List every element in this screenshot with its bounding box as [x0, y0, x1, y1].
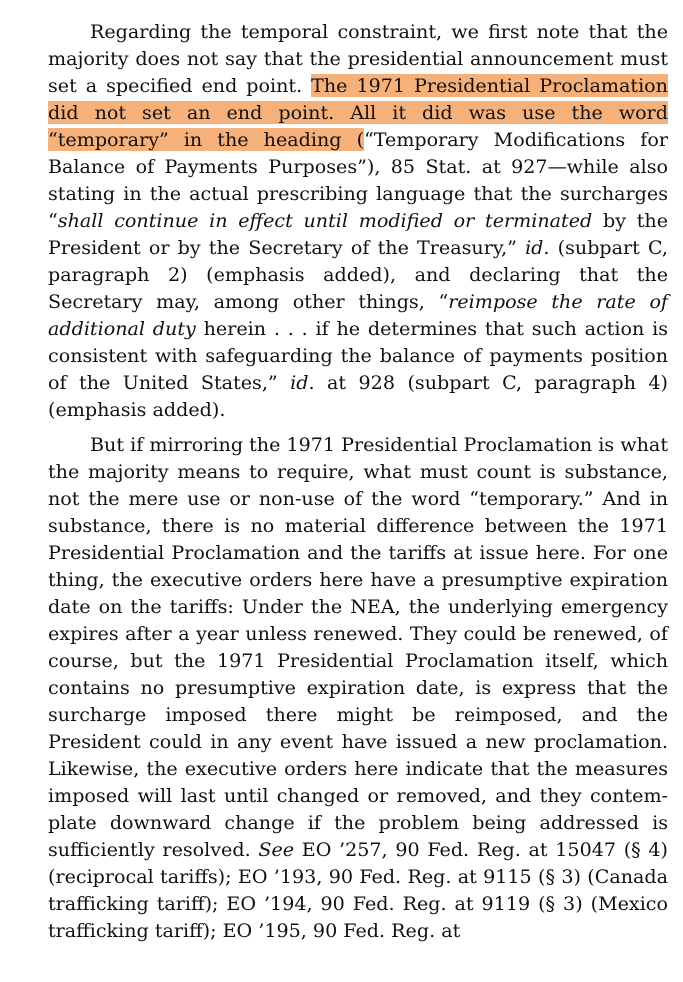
paragraph-1	[48, 18, 668, 423]
highlighted-text: The 1971 Presidential Proclamation did not set an end point. All it did was use the word “temporary” in the heading (	[48, 74, 668, 151]
citation-id: id.	[525, 236, 550, 259]
document-page	[48, 18, 668, 944]
italic-quote: shall continue in effect until modified or terminated	[57, 209, 593, 232]
text-segment: herein . . . if he determines that such action is consistent with safeguarding the balance of payments position of the United States,”	[48, 317, 668, 394]
text-segment: at 928 (subpart C, paragraph 4) (emphasis added).	[48, 371, 668, 421]
text-segment: EO ’257, 90 Fed. Reg. at 15047 (§ 4) (reciprocal tariffs); EO ’193, 90 Fed. Reg. at 9115 (§ 3) (Canada trafficking tariff); EO ’194, 90 Fed. Reg. at 9119 (§ 3) (Mexico trafficking tariff); EO ’195, 90 Fed. Reg. at	[48, 838, 669, 942]
italic-quote: reimpose the rate of additional duty	[48, 290, 669, 340]
paragraph-2	[48, 431, 668, 944]
citation-id: id.	[290, 371, 315, 394]
text-segment: But if mirroring the 1971 Presidential Proclamation is what the majority means to require, what must count is substance, not the mere use or non-use of the word “temporary.” And in substance, there is no material difference between the 1971 Presidential Proclamation and the tariffs at issue here. For one thing, the executive orders here have a presumptive expiration date on the tariffs: Under the NEA, the underlying emergency expires after a year unless renewed. They could be renewed, of course, but the 1971 Presidential Proclamation itself, which contains no presumptive expiration date, is express that the surcharge imposed there might be reimposed, and the President could in any event have issued a new proclamation. Likewise, the executive orders here indicate that the measures imposed will last until changed or removed, and they contemplate downward change if the problem being addressed is sufficiently resolved.	[48, 433, 668, 861]
citation-signal: See	[258, 838, 295, 861]
text-segment: (subpart C, paragraph 2) (emphasis added), and declaring that the Secretary may, among other things, “	[48, 236, 668, 313]
text-segment: Regarding the temporal constraint, we first note that the majority does not say that the presidential announcement must set a specified end point.	[48, 20, 668, 97]
text-segment: “Temporary Modifications for Balance of Payments Purposes”), 85 Stat. at 927—while also stating in the actual prescribing language that the surcharges “	[48, 128, 668, 232]
text-segment: by the President or by the Secretary of the Treasury,”	[48, 209, 669, 259]
